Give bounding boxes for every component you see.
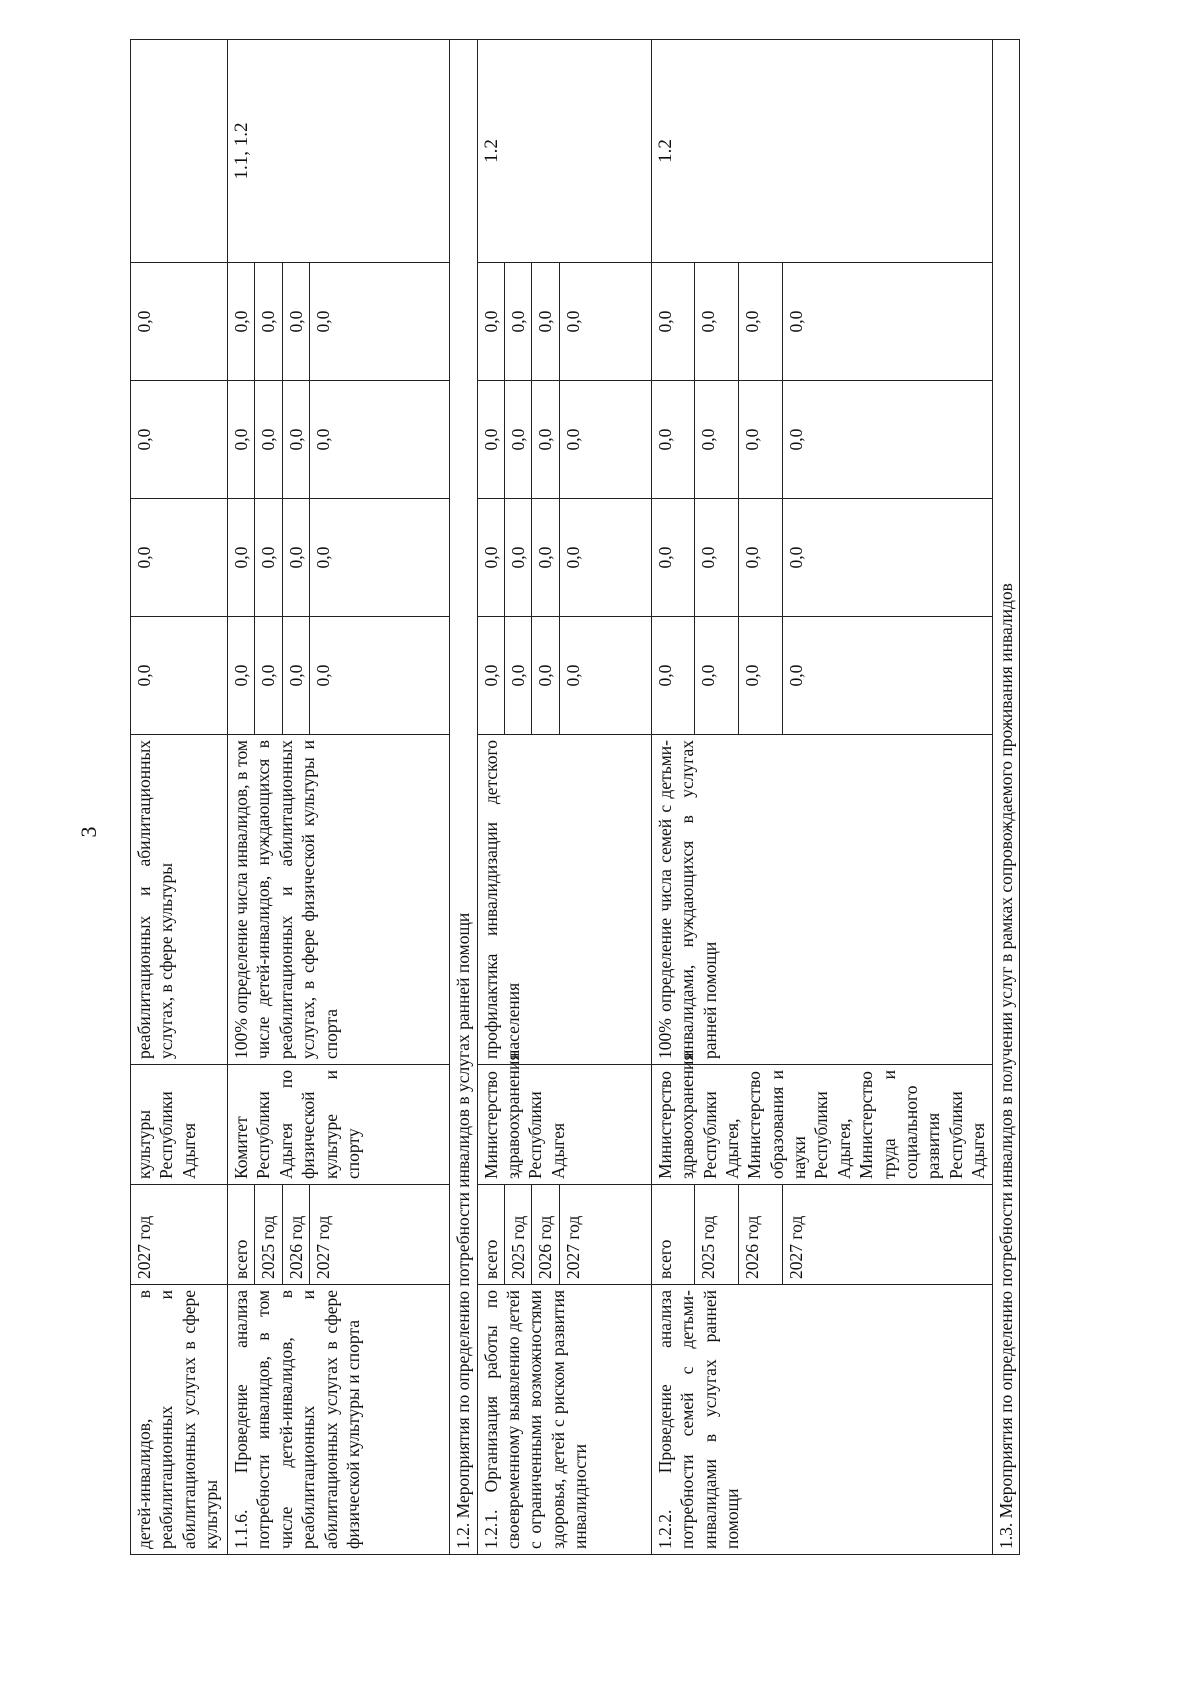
period-cell: 2027 год bbox=[131, 1185, 228, 1285]
period-cell: 2025 год bbox=[695, 1185, 739, 1285]
value-cell: 0,0 bbox=[131, 499, 228, 617]
value-cell: 0,0 bbox=[504, 617, 531, 735]
value-cell: 0,0 bbox=[559, 263, 651, 381]
period-cell: всего bbox=[651, 1185, 695, 1285]
executor-cell: Министерство здравоохранения Республики Адыгея, Министерство образования и науки Республики Адыгея, Министерство труда и социального развития Республики Адыгея bbox=[651, 1065, 992, 1185]
executor-cell: Министерство здравоохранения Республики Адыгея bbox=[477, 1065, 651, 1185]
value-cell: 0,0 bbox=[695, 263, 739, 381]
value-cell: 0,0 bbox=[255, 263, 282, 381]
value-cell: 0,0 bbox=[532, 263, 559, 381]
period-cell: всего bbox=[477, 1185, 504, 1285]
value-cell: 0,0 bbox=[282, 263, 309, 381]
value-cell: 0,0 bbox=[282, 381, 309, 499]
value-cell: 0,0 bbox=[651, 381, 695, 499]
value-cell: 0,0 bbox=[310, 499, 450, 617]
period-cell: всего bbox=[228, 1185, 255, 1285]
executor-cell: Комитет Республики Адыгея по физической культуре и спорту bbox=[228, 1065, 450, 1185]
value-cell: 0,0 bbox=[651, 617, 695, 735]
value-cell: 0,0 bbox=[131, 381, 228, 499]
code-cell bbox=[131, 40, 228, 263]
value-cell: 0,0 bbox=[477, 381, 504, 499]
value-cell: 0,0 bbox=[738, 263, 782, 381]
table-row bbox=[477, 40, 504, 1555]
value-cell: 0,0 bbox=[228, 499, 255, 617]
section-title: 1.3. Мероприятия по определению потребности инвалидов в получении услуг в рамках сопровождаемого проживания инвалидов bbox=[992, 40, 1019, 1555]
measure-cell: 1.2.1. Организация работы по своевременному выявлению детей с ограниченными возможностями здоровья, детей с риском развития инвалидности bbox=[477, 1285, 651, 1555]
value-cell: 0,0 bbox=[504, 381, 531, 499]
value-cell: 0,0 bbox=[310, 381, 450, 499]
value-cell: 0,0 bbox=[782, 617, 992, 735]
value-cell: 0,0 bbox=[477, 499, 504, 617]
period-cell: 2027 год bbox=[310, 1185, 450, 1285]
value-cell: 0,0 bbox=[310, 263, 450, 381]
value-cell: 0,0 bbox=[782, 381, 992, 499]
value-cell: 0,0 bbox=[310, 617, 450, 735]
result-cell: 100% определение числа инвалидов, в том числе детей-инвалидов, нуждающихся в реабилитационных и абилитационных услугах, в сфере физической культуры и спорта bbox=[228, 735, 450, 1065]
value-cell: 0,0 bbox=[255, 617, 282, 735]
value-cell: 0,0 bbox=[695, 381, 739, 499]
value-cell: 0,0 bbox=[504, 263, 531, 381]
value-cell: 0,0 bbox=[782, 263, 992, 381]
value-cell: 0,0 bbox=[651, 499, 695, 617]
period-cell: 2025 год bbox=[504, 1185, 531, 1285]
value-cell: 0,0 bbox=[255, 499, 282, 617]
value-cell: 0,0 bbox=[532, 499, 559, 617]
section-row bbox=[992, 40, 1019, 1555]
value-cell: 0,0 bbox=[695, 499, 739, 617]
section-title: 1.2. Мероприятия по определению потребности инвалидов в услугах ранней помощи bbox=[450, 40, 477, 1555]
code-cell: 1.2 bbox=[477, 40, 651, 263]
period-cell: 2027 год bbox=[559, 1185, 651, 1285]
period-cell: 2026 год bbox=[532, 1185, 559, 1285]
period-cell: 2026 год bbox=[282, 1185, 309, 1285]
table-row bbox=[651, 40, 695, 1555]
result-cell: реабилитационных и абилитационных услугах, в сфере культуры bbox=[131, 735, 228, 1065]
value-cell: 0,0 bbox=[228, 617, 255, 735]
program-measures-table bbox=[130, 39, 1020, 1555]
measure-cell: детей-инвалидов, в реабилитационных и абилитационных услугах в сфере культуры bbox=[131, 1285, 228, 1555]
value-cell: 0,0 bbox=[532, 381, 559, 499]
rotated-table-container bbox=[130, 40, 1085, 1555]
table-row bbox=[131, 40, 228, 1555]
period-cell: 2025 год bbox=[255, 1185, 282, 1285]
value-cell: 0,0 bbox=[559, 499, 651, 617]
period-cell: 2026 год bbox=[738, 1185, 782, 1285]
executor-cell: культуры Республики Адыгея bbox=[131, 1065, 228, 1185]
code-cell: 1.2 bbox=[651, 40, 992, 263]
page-number: 3 bbox=[76, 826, 101, 838]
value-cell: 0,0 bbox=[738, 381, 782, 499]
value-cell: 0,0 bbox=[559, 617, 651, 735]
table-row bbox=[228, 40, 255, 1555]
measure-cell: 1.1.6. Проведение анализа потребности инвалидов, в том числе детей-инвалидов, в реабилитационных и абилитационных услугах в сфере физической культуры и спорта bbox=[228, 1285, 450, 1555]
section-row bbox=[450, 40, 477, 1555]
value-cell: 0,0 bbox=[532, 617, 559, 735]
value-cell: 0,0 bbox=[282, 617, 309, 735]
value-cell: 0,0 bbox=[782, 499, 992, 617]
value-cell: 0,0 bbox=[695, 617, 739, 735]
value-cell: 0,0 bbox=[228, 381, 255, 499]
value-cell: 0,0 bbox=[477, 263, 504, 381]
value-cell: 0,0 bbox=[651, 263, 695, 381]
code-cell: 1.1, 1.2 bbox=[228, 40, 450, 263]
value-cell: 0,0 bbox=[559, 381, 651, 499]
value-cell: 0,0 bbox=[255, 381, 282, 499]
value-cell: 0,0 bbox=[282, 499, 309, 617]
measure-cell: 1.2.2. Проведение анализа потребности семей с детьми-инвалидами в услугах ранней помощи bbox=[651, 1285, 992, 1555]
result-cell: 100% определение числа семей с детьми-инвалидами, нуждающихся в услугах ранней помощи bbox=[651, 735, 992, 1065]
value-cell: 0,0 bbox=[477, 617, 504, 735]
value-cell: 0,0 bbox=[738, 499, 782, 617]
value-cell: 0,0 bbox=[738, 617, 782, 735]
period-cell: 2027 год bbox=[782, 1185, 992, 1285]
value-cell: 0,0 bbox=[504, 499, 531, 617]
value-cell: 0,0 bbox=[131, 617, 228, 735]
result-cell: профилактика инвалидизации детского населения bbox=[477, 735, 651, 1065]
value-cell: 0,0 bbox=[228, 263, 255, 381]
value-cell: 0,0 bbox=[131, 263, 228, 381]
